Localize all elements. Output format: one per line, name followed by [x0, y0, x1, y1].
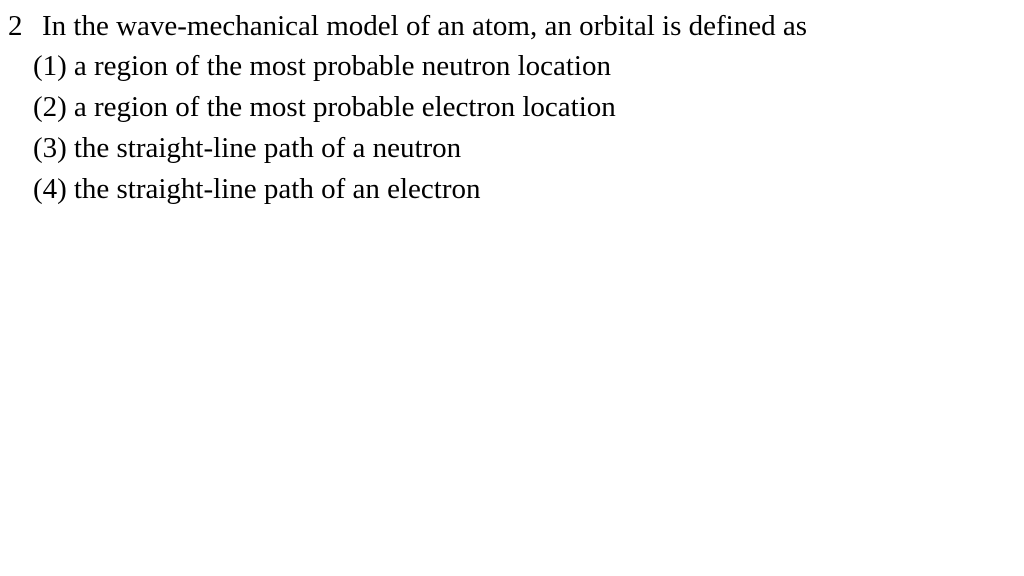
answer-option-4 [8, 169, 1008, 210]
question-block [8, 6, 1008, 210]
answer-option-1 [8, 46, 1008, 87]
option-label: (2) [33, 91, 67, 123]
option-label: (4) [33, 173, 67, 205]
option-text: the straight-line path of a neutron [73, 132, 462, 164]
option-text: the straight-line path of an electron [73, 173, 481, 205]
question-text: In the wave-mechanical model of an atom, an orbital is defined as [42, 10, 807, 42]
option-text: a region of the most probable neutron location [73, 50, 611, 82]
answer-option-3 [8, 128, 1008, 169]
option-label: (3) [33, 132, 67, 164]
answer-option-2 [8, 87, 1008, 128]
answer-options [8, 46, 1008, 210]
question-stem [8, 6, 1008, 46]
option-label: (1) [33, 50, 67, 82]
option-text: a region of the most probable electron location [73, 91, 616, 123]
question-number: 2 [8, 10, 23, 42]
